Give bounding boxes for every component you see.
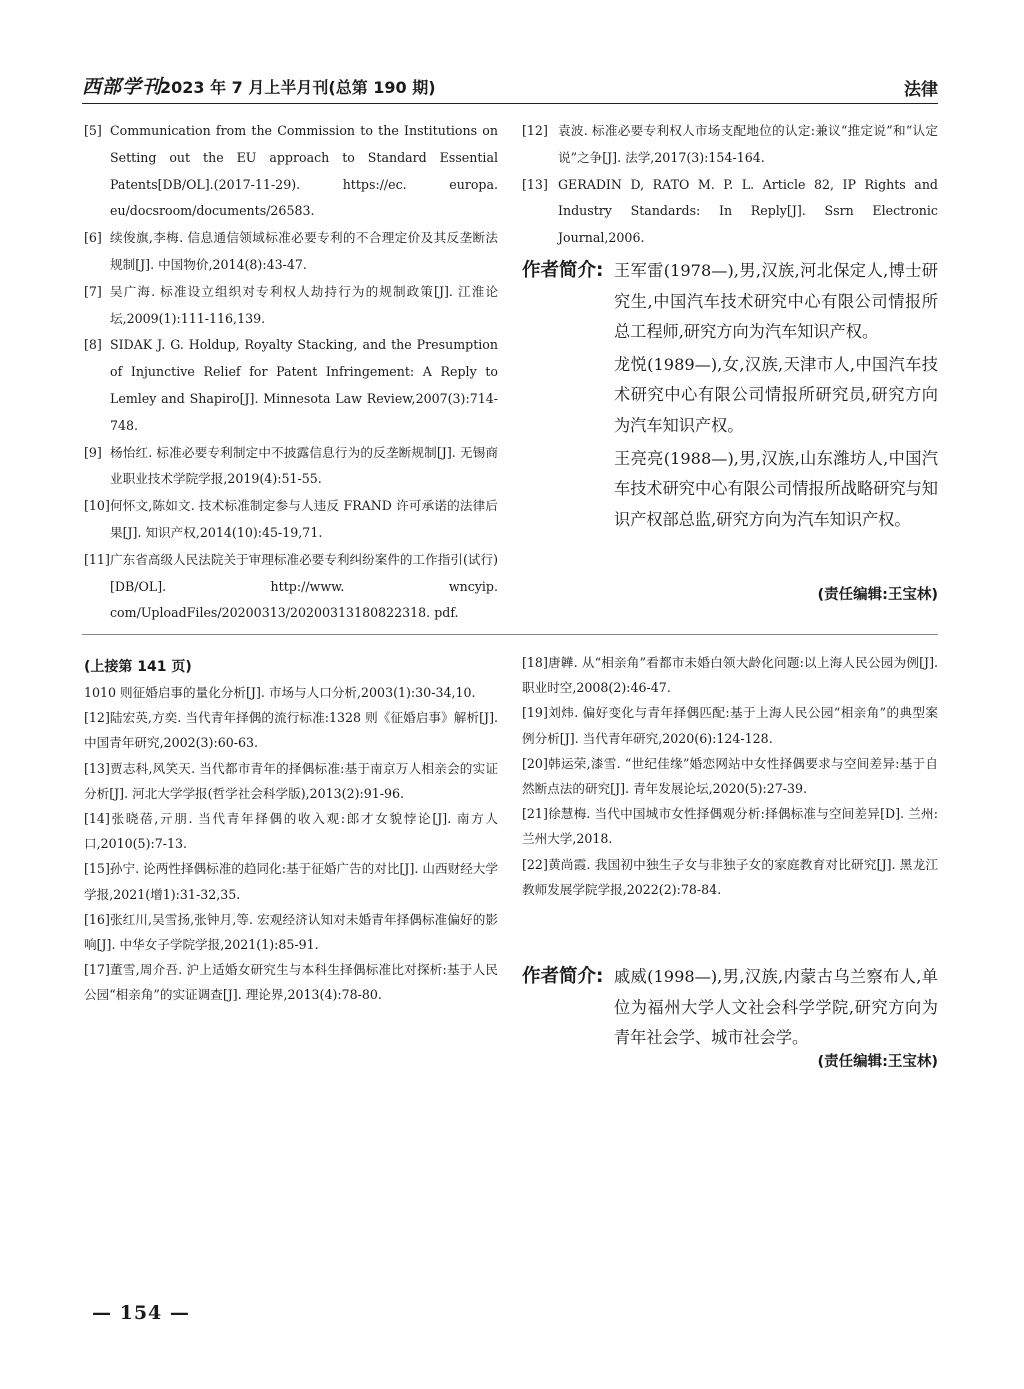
reference-text: Communication from the Commission to the Institutions on Setting out the EU approach to Standard Essential Patents[DB/OL].(2017-11-29). https://ec. europa. eu/docsroom/documents/26583. xyxy=(110,123,498,219)
continuation-heading: (上接第 141 页) xyxy=(84,659,192,675)
reference-item: [19]刘炜. 偏好变化与青年择偶匹配:基于上海人民公园“相亲角”的典型案例分析[J]. 当代青年研究,2020(6):124-128. xyxy=(522,705,938,746)
reference-item: [18]唐韡. 从“相亲角”看都市未婚白领大龄化问题:以上海人民公园为例[J]. 职业时空,2008(2):46-47. xyxy=(522,655,938,696)
running-header xyxy=(82,70,938,104)
author-intro-1 xyxy=(522,256,938,535)
reference-item: 1010 则征婚启事的量化分析[J]. 市场与人口分析,2003(1):30-34,10. xyxy=(84,685,476,700)
section-title: 法律 xyxy=(904,80,938,100)
continued-references-left xyxy=(84,680,498,1008)
author-intro-text xyxy=(614,962,938,1054)
reference-text: 何怀文,陈如文. 技术标准制定参与人违反 FRAND 许可承诺的法律后果[J]. 知识产权,2014(10):45-19,71. xyxy=(110,498,498,540)
reference-item: [22]黄尚霞. 我国初中独生子女与非独子女的家庭教育对比研究[J]. 黑龙江教师发展学院学报,2022(2):78-84. xyxy=(522,856,938,897)
journal-logo: 西部学刊 xyxy=(82,76,163,98)
reference-item xyxy=(84,118,498,225)
reference-item xyxy=(84,279,498,333)
reference-number: [9] xyxy=(84,444,102,460)
references-top-right xyxy=(522,118,938,252)
reference-text: GERADIN D, RATO M. P. L. Article 82, IP Rights and Industry Standards: In Reply[J]. Ssrn Electronic Journal,2006. xyxy=(558,176,938,246)
reference-item xyxy=(522,118,938,172)
reference-item: [14]张晓蓓,亓朋. 当代青年择偶的收入观:郎才女貌悖论[J]. 南方人口,2010(5):7-13. xyxy=(84,811,498,852)
reference-number: [11] xyxy=(84,551,110,567)
reference-number: [10] xyxy=(84,498,110,514)
reference-item: [15]孙宁. 论两性择偶标准的趋同化:基于征婚广告的对比[J]. 山西财经大学学报,2021(增1):31-32,35. xyxy=(84,861,498,902)
reference-item xyxy=(84,493,498,547)
reference-item: [16]张红川,吴雪扬,张钟月,等. 宏观经济认知对未婚青年择偶标准偏好的影响[J]. 中华女子学院学报,2021(1):85-91. xyxy=(84,911,498,953)
reference-number: [6] xyxy=(84,230,102,246)
reference-item xyxy=(522,172,938,252)
responsible-editor: (责任编辑:王宝林) xyxy=(817,587,938,603)
author-intro-label: 作者简介: xyxy=(522,260,604,281)
author-bio: 戚威(1998—),男,汉族,内蒙古乌兰察布人,单位为福州大学人文社会科学学院,研究方向为青年社会学、城市社会学。 xyxy=(614,967,938,1048)
continued-references-right xyxy=(522,650,938,902)
author-intro-label: 作者简介: xyxy=(522,966,604,987)
author-intro-2 xyxy=(522,962,938,1054)
author-bio: 龙悦(1989—),女,汉族,天津市人,中国汽车技术研究中心有限公司情报所研究员,研究方向为汽车知识产权。 xyxy=(614,354,938,435)
reference-text: 袁波. 标准必要专利权人市场支配地位的认定:兼议“推定说”和“认定说”之争[J]. 法学,2017(3):154-164. xyxy=(558,123,938,165)
reference-text: 吴广海. 标准设立组织对专利权人劫持行为的规制政策[J]. 江淮论坛,2009(1):111-116,139. xyxy=(110,283,498,326)
author-bio: 王亮亮(1988—),男,汉族,山东潍坊人,中国汽车技术研究中心有限公司情报所战略研究与知识产权部总监,研究方向为汽车知识产权。 xyxy=(614,448,938,529)
reference-item: [13]贾志科,风笑天. 当代都市青年的择偶标准:基于南京万人相亲会的实证分析[J]. 河北大学学报(哲学社会科学版),2013(2):91-96. xyxy=(84,760,498,801)
reference-item: [12]陆宏英,方奕. 当代青年择偶的流行标准:1328 则《征婚启事》解析[J]. 中国青年研究,2002(3):60-63. xyxy=(84,710,498,751)
reference-item xyxy=(84,225,498,279)
section-divider xyxy=(82,634,938,635)
reference-number: [7] xyxy=(84,283,102,299)
issue-info: 2023 年 7 月上半月刊(总第 190 期) xyxy=(160,78,436,97)
reference-number: [13] xyxy=(522,176,548,192)
reference-text: 续俊旗,李梅. 信息通信领域标准必要专利的不合理定价及其反垄断法规制[J]. 中国物价,2014(8):43-47. xyxy=(110,230,498,272)
reference-text: 广东省高级人民法院关于审理标准必要专利纠纷案件的工作指引(试行)[DB/OL]. http://www. wncyip. com/UploadFiles/20200313/20200313180822318. pdf. xyxy=(110,551,498,621)
responsible-editor: (责任编辑:王宝林) xyxy=(817,1054,938,1070)
reference-number: [8] xyxy=(84,337,102,353)
reference-number: [5] xyxy=(84,123,102,138)
reference-text: 杨怡红. 标准必要专利制定中不披露信息行为的反垄断规制[J]. 无锡商业职业技术学院学报,2019(4):51-55. xyxy=(110,444,498,487)
page-number: — 154 — xyxy=(92,1302,190,1324)
reference-item: [17]董雪,周介吾. 沪上适婚女研究生与本科生择偶标准比对探析:基于人民公园“相亲角”的实证调查[J]. 理论界,2013(4):78-80. xyxy=(84,962,498,1003)
author-bio: 王军雷(1978—),男,汉族,河北保定人,博士研究生,中国汽车技术研究中心有限公司情报所总工程师,研究方向为汽车知识产权。 xyxy=(614,261,938,342)
reference-item xyxy=(84,332,498,439)
reference-item xyxy=(84,547,498,627)
reference-item xyxy=(84,440,498,494)
reference-number: [12] xyxy=(522,123,548,138)
reference-text: SIDAK J. G. Holdup, Royalty Stacking, and the Presumption of Injunctive Relief for Patent Infringement: A Reply to Lemley and Shapiro[J]. Minnesota Law Review,2007(3):714-748. xyxy=(110,337,498,433)
reference-item: [20]韩运荣,漆雪. “世纪佳缘”婚恋网站中女性择偶要求与空间差异:基于自然断点法的研究[J]. 青年发展论坛,2020(5):27-39. xyxy=(522,755,938,797)
references-top-left xyxy=(84,118,498,627)
author-intro-text xyxy=(614,256,938,535)
reference-item: [21]徐慧梅. 当代中国城市女性择偶观分析:择偶标准与空间差异[D]. 兰州:兰州大学,2018. xyxy=(522,806,938,847)
